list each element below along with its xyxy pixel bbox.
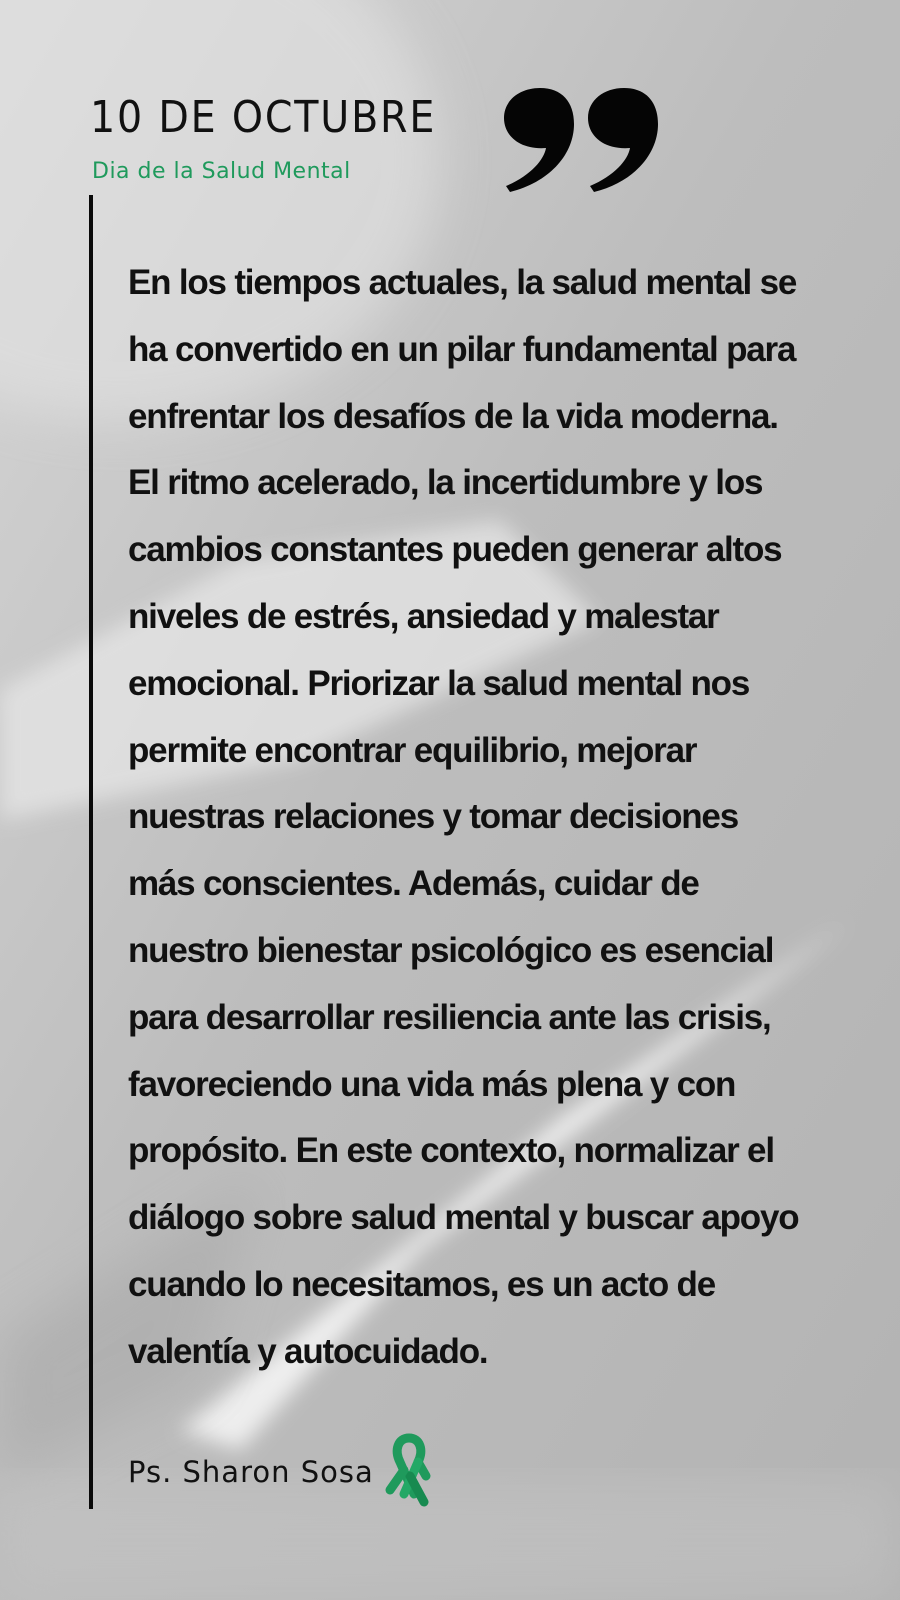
closing-quote-icon — [500, 86, 665, 194]
page-subtitle: Dia de la Salud Mental — [92, 159, 351, 184]
author-name: Ps. Sharon Sosa — [128, 1455, 374, 1489]
author-signature — [128, 1432, 438, 1512]
page-title: 10 DE OCTUBRE — [90, 92, 437, 143]
vertical-divider — [89, 195, 93, 1509]
awareness-ribbon-icon — [380, 1432, 438, 1508]
body-paragraph: En los tiempos actuales, la salud mental se ha convertido en un pilar fundamental para enfrentar los desafíos de la vida moderna. El ritmo acelerado, la incertidumbre y los cambios constantes pueden generar altos niveles de estrés, ansiedad y malestar emocional. Priorizar la salud mental nos permite encontrar equilibrio, mejorar nuestras relaciones y tomar decisiones más conscientes. Además, cuidar de nuestro bienestar psicológico es esencial para desarrollar resiliencia ante las crisis, favoreciendo una vida más plena y con propósito. En este contexto, normalizar el diálogo sobre salud mental y buscar apoyo cuando lo necesitamos, es un acto de valentía y autocuidado. — [128, 263, 799, 1371]
